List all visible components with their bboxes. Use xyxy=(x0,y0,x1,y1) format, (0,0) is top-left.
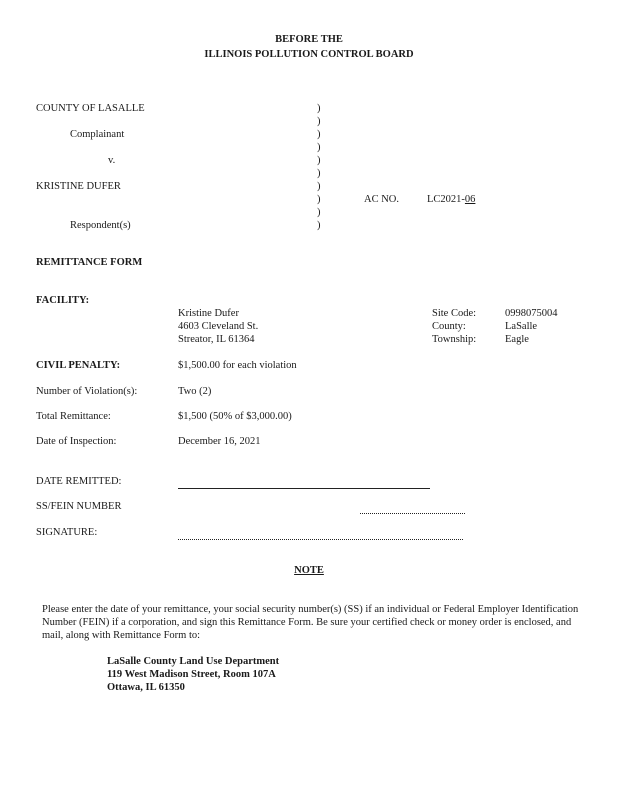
form-title: REMITTANCE FORM xyxy=(36,257,143,268)
caption-paren: ) xyxy=(317,129,321,140)
complainant-name: COUNTY OF LASALLE xyxy=(36,103,145,114)
total-remittance-value: $1,500 (50% of $3,000.00) xyxy=(178,411,292,422)
facility-name: Kristine Dufer xyxy=(178,308,239,319)
caption-paren: ) xyxy=(317,207,321,218)
facility-label: FACILITY: xyxy=(36,295,90,306)
county-label: County: xyxy=(432,321,466,332)
civil-penalty-label: CIVIL PENALTY: xyxy=(36,360,121,371)
township-value: Eagle xyxy=(505,334,529,345)
header-line2: ILLINOIS POLLUTION CONTROL BOARD xyxy=(204,49,414,60)
violations-label: Number of Violation(s): xyxy=(36,386,138,397)
ac-number-value xyxy=(427,194,475,205)
violations-value: Two (2) xyxy=(178,386,212,397)
address-line3: Ottawa, IL 61350 xyxy=(107,682,185,693)
caption-paren: ) xyxy=(317,194,321,205)
caption-paren: ) xyxy=(317,155,321,166)
facility-city: Streator, IL 61364 xyxy=(178,334,255,345)
respondent-role: Respondent(s) xyxy=(70,220,131,231)
caption-paren: ) xyxy=(317,142,321,153)
signature-label: SIGNATURE: xyxy=(36,527,98,538)
ac-number-prefix: LC2021- xyxy=(427,194,465,205)
caption-paren: ) xyxy=(317,116,321,127)
complainant-role: Complainant xyxy=(70,129,125,140)
date-remitted-label: DATE REMITTED: xyxy=(36,476,122,487)
county-value: LaSalle xyxy=(505,321,538,332)
header-line1: BEFORE THE xyxy=(275,34,343,45)
facility-street: 4603 Cleveland St. xyxy=(178,321,259,332)
inspection-date-value: December 16, 2021 xyxy=(178,436,261,447)
signature-line[interactable] xyxy=(178,539,463,540)
caption-paren: ) xyxy=(317,220,321,231)
ssn-line[interactable] xyxy=(360,513,465,514)
address-line2: 119 West Madison Street, Room 107A xyxy=(107,669,276,680)
site-code-value: 0998075004 xyxy=(505,308,558,319)
address-line1: LaSalle County Land Use Department xyxy=(107,656,280,667)
ac-number-suffix: 06 xyxy=(464,194,476,205)
total-remittance-label: Total Remittance: xyxy=(36,411,111,422)
caption-paren: ) xyxy=(317,168,321,179)
site-code-label: Site Code: xyxy=(432,308,477,319)
date-remitted-line[interactable] xyxy=(178,488,430,489)
note-title: NOTE xyxy=(294,565,324,576)
ac-number-label: AC NO. xyxy=(364,194,400,205)
respondent-name: KRISTINE DUFER xyxy=(36,181,121,192)
caption-paren: ) xyxy=(317,181,321,192)
civil-penalty-value: $1,500.00 for each violation xyxy=(178,360,297,371)
ssn-label: SS/FEIN NUMBER xyxy=(36,501,122,512)
versus: v. xyxy=(108,155,116,166)
caption-paren: ) xyxy=(317,103,321,114)
inspection-date-label: Date of Inspection: xyxy=(36,436,117,447)
township-label: Township: xyxy=(432,334,477,345)
note-body: Please enter the date of your remittance, your social security number(s) (SS) if an individual or Federal Employer Identification Number (FEIN) if a corporation, and sign this Remittance Form. Be sure your certified check or money order is enclosed, and mail, along with Remittance Form to: xyxy=(42,604,579,641)
